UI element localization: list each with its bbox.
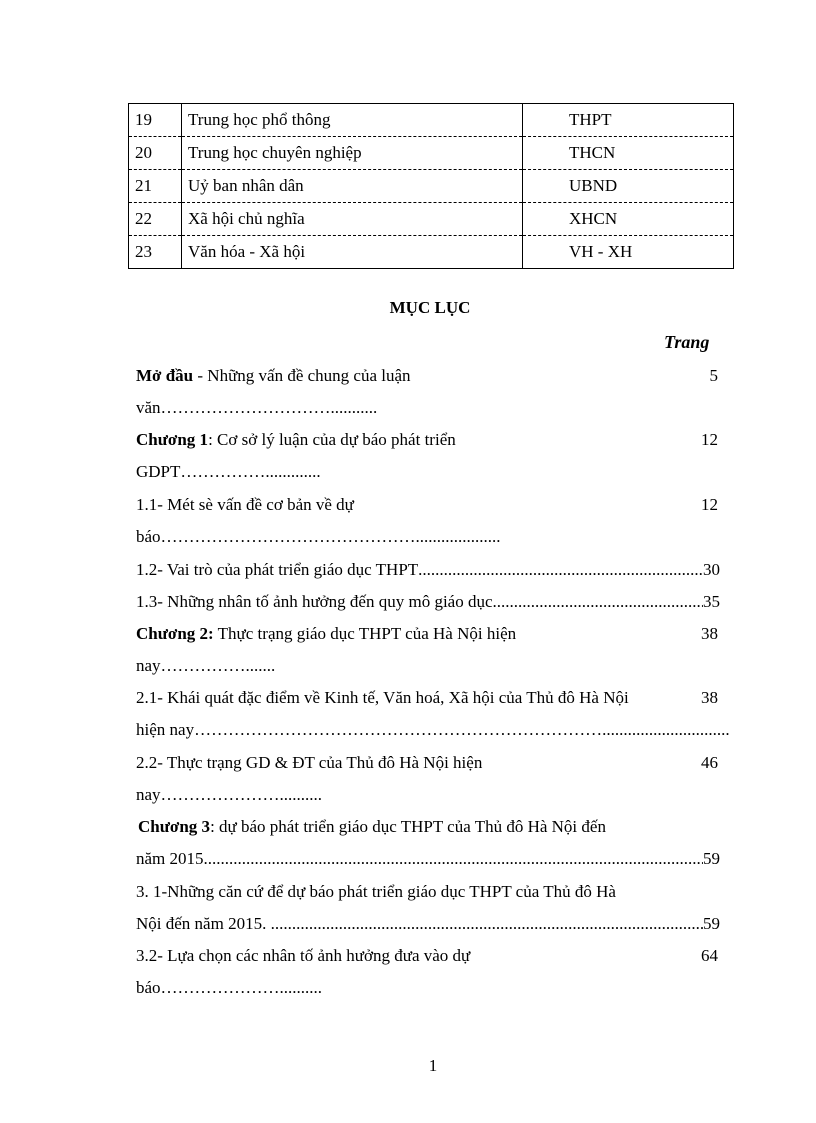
toc-entry-continuation: báo………………….......... (136, 978, 323, 997)
table-row (129, 236, 734, 269)
toc-page-number: 12 (701, 495, 718, 514)
toc-entry-1-2[interactable]: 1.2- Vai trò của phát triển giáo dục THPT ..... 30 (136, 560, 720, 580)
row-abbreviation: VH - XH (523, 236, 734, 269)
table-row (129, 203, 734, 236)
table-row (129, 104, 734, 137)
toc-entry-intro[interactable]: Mở đầu - Những vấn đề chung của luận (136, 366, 411, 385)
toc-entry-continuation: hiện nay……………………………………………………………….............................. (136, 720, 730, 739)
toc-page-number: 30 (703, 560, 720, 579)
toc-entry-1-3[interactable]: 1.3- Những nhân tố ảnh hưởng đến quy mô giáo dục ..... 35 (136, 592, 720, 612)
row-term: Xã hội chủ nghĩa (182, 203, 523, 236)
toc-entry-3-2[interactable]: 3.2- Lựa chọn các nhân tố ảnh hưởng đưa vào dự (136, 946, 471, 965)
toc-entry-continuation: Nội đến năm 2015. ..... 59 (136, 914, 720, 934)
toc-entry-continuation: nay………………….......... (136, 785, 323, 804)
toc-page-number: 5 (709, 366, 718, 385)
toc-title: MỤC LỤC (389, 298, 471, 317)
row-number: 21 (129, 170, 182, 203)
row-abbreviation: UBND (523, 170, 734, 203)
toc-entry-chapter-3[interactable]: Chương 3: dự báo phát triển giáo dục THPT của Thủ đô Hà Nội đến (138, 817, 606, 836)
row-term: Văn hóa - Xã hội (182, 236, 523, 269)
row-term: Trung học chuyên nghiệp (182, 137, 523, 170)
table-row (129, 170, 734, 203)
toc-page-number: 35 (703, 592, 720, 611)
row-number: 22 (129, 203, 182, 236)
toc-entry-2-2[interactable]: 2.2- Thực trạng GD & ĐT của Thủ đô Hà Nội hiện (136, 753, 483, 772)
row-term: Uỷ ban nhân dân (182, 170, 523, 203)
toc-page-number: 59 (703, 914, 720, 933)
abbreviation-table (128, 103, 734, 269)
row-abbreviation: THCN (523, 137, 734, 170)
dot-leader (271, 914, 703, 934)
toc-page-number: 59 (703, 849, 720, 868)
table-row (129, 137, 734, 170)
toc-entry-chapter-1[interactable]: Chương 1: Cơ sở lý luận của dự báo phát triển (136, 430, 456, 449)
toc-entry-3-1[interactable]: 3. 1-Những căn cứ để dự báo phát triển giáo dục THPT của Thủ đô Hà (136, 882, 616, 901)
toc-page-number: 38 (701, 688, 718, 707)
row-term: Trung học phổ thông (182, 104, 523, 137)
dot-leader (204, 849, 703, 869)
toc-entry-2-1[interactable]: 2.1- Khái quát đặc điểm về Kinh tế, Văn hoá, Xã hội của Thủ đô Hà Nội (136, 688, 629, 707)
toc-entry-continuation: văn…………………………........... (136, 398, 378, 417)
toc-entry-continuation: năm 2015 ..... 59 (136, 849, 720, 869)
dot-leader (418, 560, 703, 580)
toc-page-number: 64 (701, 946, 718, 965)
toc-entry-continuation: nay……………....... (136, 656, 276, 675)
row-number: 19 (129, 104, 182, 137)
toc-entry-continuation: báo……………………………………….................... (136, 527, 501, 546)
row-number: 23 (129, 236, 182, 269)
toc-page-number: 12 (701, 430, 718, 449)
toc-entry-continuation: GDPT……………............. (136, 462, 321, 481)
row-abbreviation: XHCN (523, 203, 734, 236)
toc-page-heading: Trang (664, 332, 710, 352)
toc-entry-1-1[interactable]: 1.1- Mét sè vấn đề cơ bản về dự (136, 495, 354, 514)
page-number-footer: 1 (428, 1056, 438, 1075)
row-number: 20 (129, 137, 182, 170)
row-abbreviation: THPT (523, 104, 734, 137)
toc-entry-chapter-2[interactable]: Chương 2: Thực trạng giáo dục THPT của Hà Nội hiện (136, 624, 517, 643)
toc-page-number: 38 (701, 624, 718, 643)
toc-page-number: 46 (701, 753, 718, 772)
dot-leader (493, 592, 703, 612)
